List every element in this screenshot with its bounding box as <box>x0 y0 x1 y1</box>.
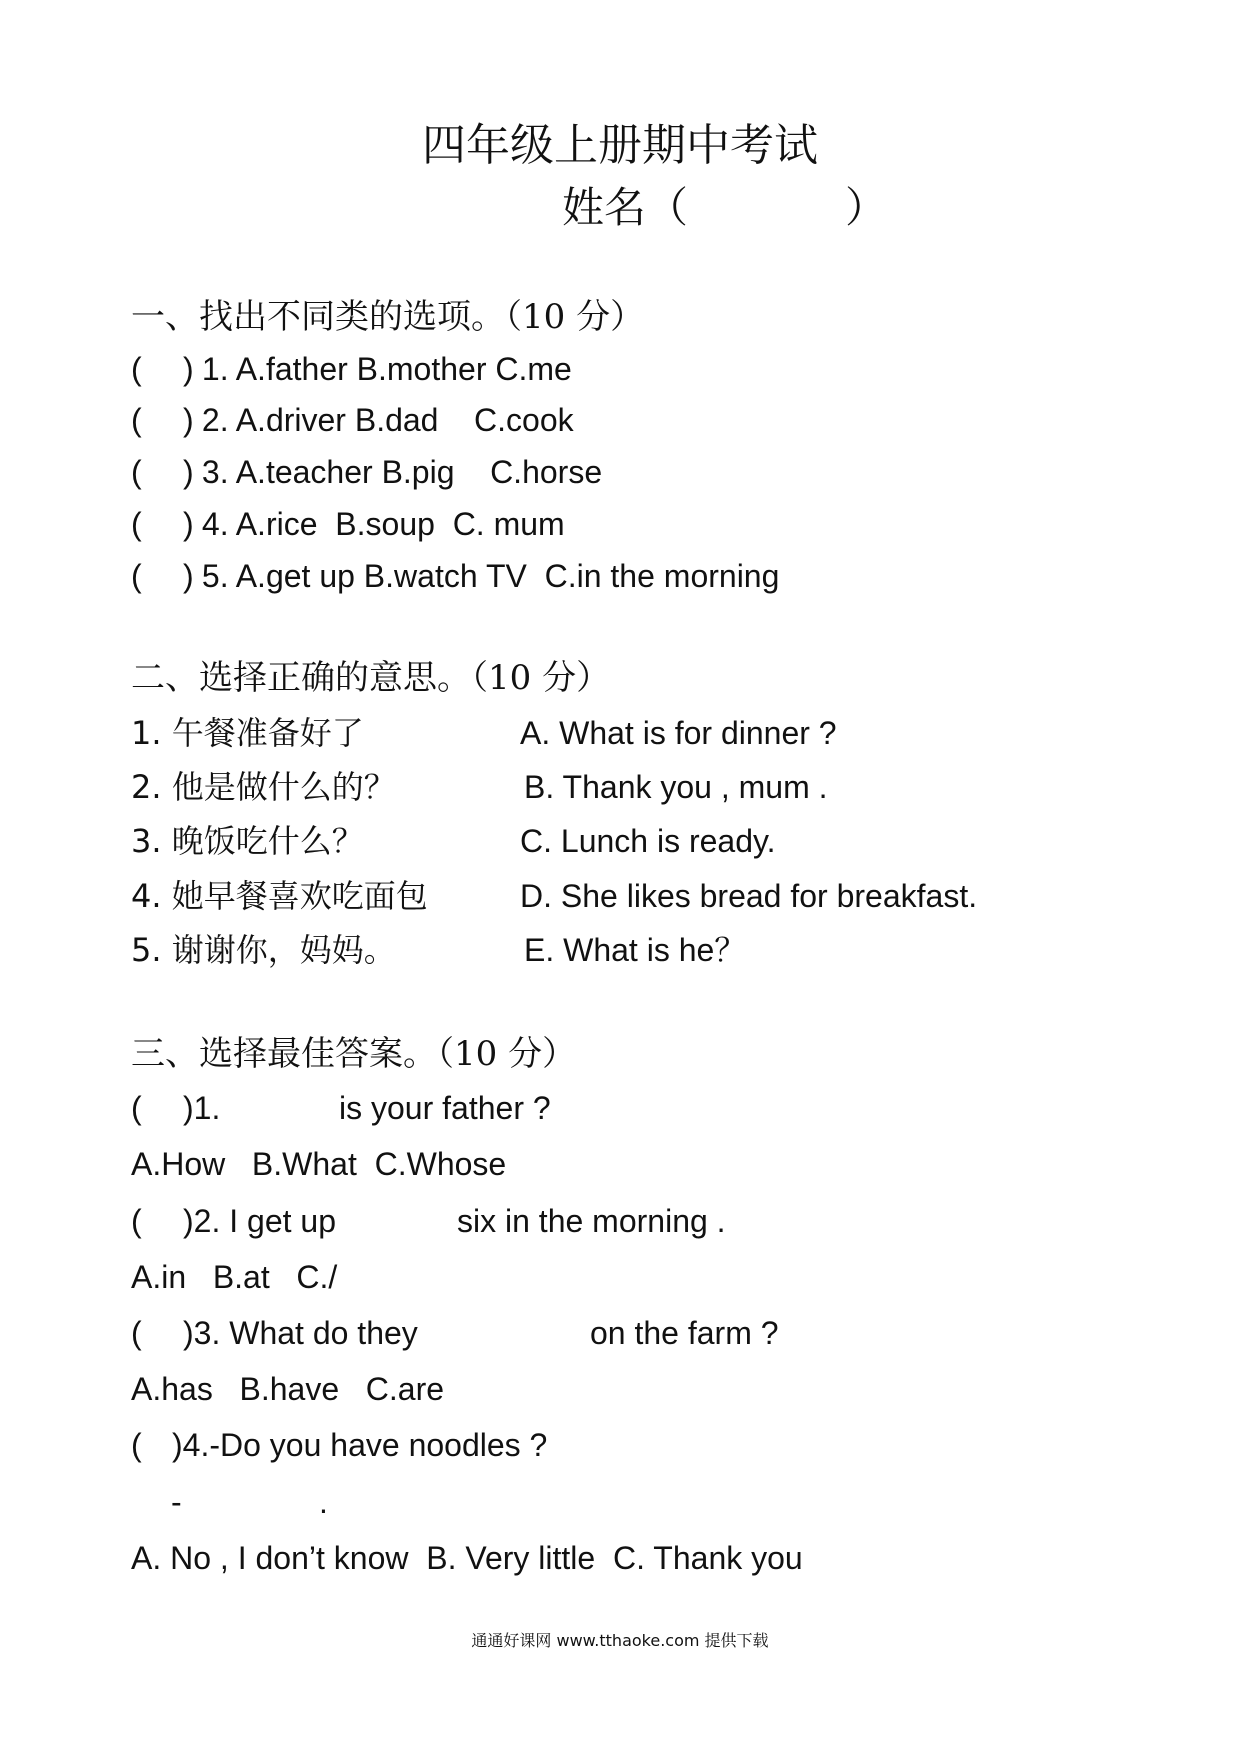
answer-paren-open: ( <box>131 558 142 594</box>
answer-paren-close: ) <box>183 558 194 594</box>
answer-paren-close: ) <box>183 506 194 542</box>
answer-paren-open: ( <box>131 351 142 387</box>
answer-paren-open: ( <box>131 402 142 438</box>
question-prefix: 2. I get up <box>193 1203 336 1239</box>
question-stem <box>183 1201 336 1241</box>
section2-chinese-phrase: 3. 晚饭吃什么？ <box>131 822 364 860</box>
answer-paren-close: ) <box>172 1427 183 1463</box>
answer-paren-close: ) <box>183 1315 194 1351</box>
section2-english-option: C. Lunch is ready. <box>520 823 776 859</box>
answer-paren-close: ) <box>183 351 194 387</box>
section2-english-option: B. Thank you , mum . <box>524 769 828 805</box>
question-options: A.How B.What C.Whose <box>131 1146 507 1182</box>
answer-paren-open: ( <box>131 506 142 542</box>
answer-paren-open: ( <box>131 1090 142 1126</box>
section1-item: 3. A.teacher B.pig C.horse <box>193 454 603 490</box>
answer-paren-close: ) <box>183 1203 194 1239</box>
section1-item: 2. A.driver B.dad C.cook <box>193 402 574 438</box>
question-after-blank: on the farm ? <box>590 1315 779 1351</box>
question-prefix: 1. <box>193 1090 221 1126</box>
section2-chinese-phrase: 5. 谢谢你，妈妈。 <box>131 931 396 969</box>
name-close-paren: ） <box>845 183 888 232</box>
question-after-blank: is your father ? <box>339 1090 551 1126</box>
question-stem <box>183 1088 220 1128</box>
answer-paren-open: ( <box>131 1427 142 1463</box>
question-options: A. No , I don’t know B. Very little C. Thank you <box>131 1540 803 1576</box>
answer-paren-close: ) <box>183 454 194 490</box>
question-stem <box>183 1313 418 1353</box>
question-options: A.in B.at C./ <box>131 1259 338 1295</box>
answer-paren-open: ( <box>131 1315 142 1351</box>
exam-title: 四年级上册期中考试 <box>422 120 818 171</box>
section2-heading: 二、选择正确的意思。（10 分） <box>131 658 611 698</box>
section1-item: 4. A.rice B.soup C. mum <box>193 506 565 542</box>
section2-chinese-phrase: 1. 午餐准备好了 <box>131 714 364 752</box>
section3-heading: 三、选择最佳答案。（10 分） <box>131 1034 577 1074</box>
section2-chinese-phrase: 2. 他是做什么的？ <box>131 768 396 806</box>
section1-heading: 一、找出不同类的选项。（10 分） <box>131 297 645 337</box>
question-stem <box>172 1425 547 1465</box>
question-prefix: 4.-Do you have noodles ? <box>182 1427 548 1463</box>
section2-english-option: E. What is he？ <box>524 932 747 968</box>
section1-item: 5. A.get up B.watch TV C.in the morning <box>193 558 780 594</box>
answer-paren-close: ) <box>183 1090 194 1126</box>
question-prefix: 3. What do they <box>193 1315 418 1351</box>
section2-english-option: D. She likes bread for breakfast. <box>520 878 978 914</box>
name-label: 姓名（ <box>562 183 689 232</box>
reply-dash: - <box>171 1484 182 1520</box>
question-after-blank: six in the morning . <box>457 1203 726 1239</box>
section2-english-option: A. What is for dinner ? <box>520 715 837 751</box>
question-options: A.has B.have C.are <box>131 1371 445 1407</box>
answer-paren-open: ( <box>131 454 142 490</box>
reply-end-period: . <box>319 1484 328 1520</box>
footer-source: 通通好课网 www.tthaoke.com 提供下载 <box>471 1631 769 1650</box>
section2-chinese-phrase: 4. 她早餐喜欢吃面包 <box>131 877 428 915</box>
answer-paren-open: ( <box>131 1203 142 1239</box>
section1-item: 1. A.father B.mother C.me <box>193 351 572 387</box>
answer-paren-close: ) <box>183 402 194 438</box>
